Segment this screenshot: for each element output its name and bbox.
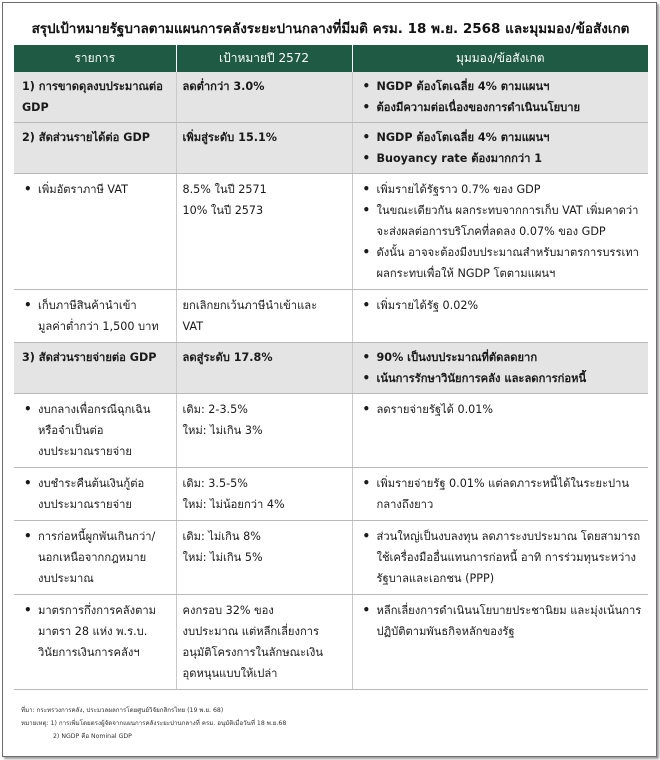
note-text: • ต้องมีความต่อเนื่องของการดำเนินนโยบาย	[376, 101, 581, 114]
target-text: ใหม่: ไม่น้อยกว่า 4%	[182, 498, 285, 511]
item-text: งบประมาณรายจ่าย	[38, 498, 132, 511]
target-text: ใหม่: ไม่เกิน 3%	[182, 424, 263, 437]
note-text: • 90% เป็นงบประมาณที่ตัดลดยาก	[376, 351, 538, 364]
footnote-note-2: 2) NGDP คือ Nominal GDP	[53, 733, 132, 740]
notes-list	[359, 347, 643, 389]
notes-cell	[352, 595, 648, 690]
notes-list	[359, 600, 643, 642]
header-target: เป้าหมายปี 2572	[176, 45, 352, 72]
note-text: • ดังนั้น อาจจะต้องมีงบประมาณสำหรับมาตรการบรรเทา	[376, 246, 639, 259]
notes-list	[359, 179, 643, 284]
item-text: • เก็บภาษีสินค้านำเข้า	[38, 299, 137, 312]
item-text: • การก่อหนี้ผูกพันเกินกว่า/	[38, 530, 156, 543]
target-text: ยกเลิกยกเว้นภาษีนำเข้าและ	[182, 299, 318, 312]
item-text: มาตรา 28 แห่ง พ.ร.บ.	[38, 625, 148, 638]
table-row	[14, 123, 648, 174]
notes-cell	[352, 72, 648, 123]
item-cell	[14, 468, 176, 521]
note-text: จะส่งผลต่อการบริโภคที่ลดลง 0.07% ของ GDP	[376, 225, 606, 238]
target-cell	[176, 595, 352, 690]
note-bullet	[359, 179, 643, 200]
item-bullet	[20, 399, 170, 462]
target-text: ลดต่ำกว่า 3.0%	[182, 80, 265, 93]
note-bullet	[359, 127, 643, 148]
target-text: อุดหนุนแบบให้เปล่า	[182, 667, 278, 680]
note-text: • NGDP ต้องโตเฉลี่ย 4% ตามแผนฯ	[376, 80, 550, 93]
note-bullet	[359, 97, 643, 118]
notes-list	[359, 473, 643, 515]
item-text: • งบชำระคืนต้นเงินกู้ต่อ	[38, 477, 145, 490]
item-bullet	[20, 295, 170, 337]
note-text: • ลดรายจ่ายรัฐได้ 0.01%	[376, 403, 494, 416]
target-cell	[176, 343, 352, 394]
item-cell	[14, 123, 176, 174]
target-text: คงกรอบ 32% ของ	[182, 604, 274, 617]
note-text: • เพิ่มรายจ่ายรัฐ 0.01% แต่ลดภาระหนี้ได้ในระยะปาน	[376, 477, 630, 490]
item-text: หรือจำเป็นต่อ	[38, 424, 104, 437]
summary-table	[14, 45, 648, 690]
notes-list	[359, 295, 643, 316]
target-text: 8.5% ในปี 2571	[182, 183, 267, 196]
target-text: เดิม: 3.5-5%	[182, 477, 248, 490]
item-text: GDP	[22, 101, 49, 114]
notes-cell	[352, 123, 648, 174]
note-bullet	[359, 526, 643, 589]
table-row	[14, 468, 648, 521]
table-header-row	[14, 45, 648, 72]
note-bullet	[359, 600, 643, 642]
table-row	[14, 343, 648, 394]
target-text: เดิม: 2-3.5%	[182, 403, 248, 416]
item-list	[20, 399, 170, 462]
item-text: นอกเหนือจากกฎหมาย	[38, 551, 147, 564]
notes-list	[359, 127, 643, 169]
note-text: • NGDP ต้องโตเฉลี่ย 4% ตามแผนฯ	[376, 131, 550, 144]
item-text: มูลค่าต่ำกว่า 1,500 บาท	[38, 320, 159, 333]
target-cell	[176, 174, 352, 290]
table-row	[14, 174, 648, 290]
note-text: รัฐบาลและเอกชน (PPP)	[376, 572, 495, 585]
item-list	[20, 473, 170, 515]
note-bullet	[359, 473, 643, 515]
notes-list	[359, 526, 643, 589]
item-cell	[14, 595, 176, 690]
note-text: • Buoyancy rate ต้องมากกว่า 1	[376, 152, 543, 165]
item-text: • เพิ่มอัตราภาษี VAT	[38, 183, 128, 196]
notes-list	[359, 76, 643, 118]
item-cell	[14, 72, 176, 123]
item-bullet	[20, 526, 170, 589]
footnote-note-1: หมายเหตุ: 1) การเพิ่มโดยตรงผู้จัดจากแผนการคลังระยะปานกลางที่ ครม. อนุมัติเมื่อวันที่ 18 พ.ย.68	[21, 720, 287, 727]
target-text: เพิ่มสู่ระดับ 15.1%	[182, 131, 277, 144]
footnote-source: ที่มา: กระทรวงการคลัง, ประมวลผลการโดยศูนย์วิจัยกสิกรไทย (19 พ.ย. 68)	[21, 707, 224, 714]
note-text: กลางถึงยาว	[376, 498, 434, 511]
note-text: • ในขณะเดียวกัน ผลกระทบจากการเก็บ VAT เพิ่มคาดว่า	[376, 204, 639, 217]
note-text: • เน้นการรักษาวินัยการคลัง และลดการก่อหนี้	[376, 372, 587, 385]
target-cell	[176, 468, 352, 521]
table-row	[14, 72, 648, 123]
table-row	[14, 394, 648, 468]
item-text: 2) สัดส่วนรายได้ต่อ GDP	[22, 131, 150, 144]
notes-cell	[352, 394, 648, 468]
item-cell	[14, 394, 176, 468]
table-row	[14, 290, 648, 343]
note-text: • เพิ่มรายได้รัฐราว 0.7% ของ GDP	[376, 183, 541, 196]
note-bullet	[359, 368, 643, 389]
item-text: 3) สัดส่วนรายจ่ายต่อ GDP	[22, 351, 157, 364]
header-notes: มุมมอง/ข้อสังเกต	[352, 45, 648, 72]
note-text: ผลกระทบเพื่อให้ NGDP โตตามแผนฯ	[376, 267, 556, 280]
item-text: งบประมาณรายจ่าย	[38, 445, 132, 458]
target-cell	[176, 72, 352, 123]
notes-list	[359, 399, 643, 420]
item-list	[20, 295, 170, 337]
item-text: งบประมาณ	[38, 572, 94, 585]
target-text: 10% ในปี 2573	[182, 204, 264, 217]
target-cell	[176, 521, 352, 595]
item-cell	[14, 290, 176, 343]
target-text: งบประมาณ แต่หลีกเลี่ยงการ	[182, 625, 320, 638]
table-row	[14, 595, 648, 690]
item-text: วินัยการเงินการคลังฯ	[38, 646, 140, 659]
notes-cell	[352, 174, 648, 290]
table-body	[14, 72, 648, 690]
note-bullet	[359, 200, 643, 242]
note-bullet	[359, 242, 643, 284]
target-text: เดิม: ไม่เกิน 8%	[182, 530, 261, 543]
target-text: VAT	[182, 320, 204, 333]
target-text: ใหม่: ไม่เกิน 5%	[182, 551, 263, 564]
item-list	[20, 526, 170, 589]
item-bullet	[20, 473, 170, 515]
item-text: • มาตรการกึ่งการคลังตาม	[38, 604, 157, 617]
note-bullet	[359, 347, 643, 368]
note-text: ปฏิบัติตามพันธกิจหลักของรัฐ	[376, 625, 515, 638]
target-text: อนุมัติโครงการในลักษณะเงิน	[182, 646, 323, 659]
note-text: • หลีกเลี่ยงการดำเนินนโยบายประชานิยม และมุ่งเน้นการ	[376, 604, 642, 617]
item-cell	[14, 343, 176, 394]
document-frame	[2, 2, 657, 757]
header-item: รายการ	[14, 45, 176, 72]
table-row	[14, 521, 648, 595]
note-text: • เพิ่มรายได้รัฐ 0.02%	[376, 299, 479, 312]
note-text: • ส่วนใหญ่เป็นงบลงทุน ลดภาระงบประมาณ โดยสามารถ	[376, 530, 641, 543]
item-text: 1) การขาดดุลงบประมาณต่อ	[22, 80, 163, 93]
item-bullet	[20, 179, 170, 200]
target-cell	[176, 394, 352, 468]
note-bullet	[359, 76, 643, 97]
note-text: ใช้เครื่องมืออื่นแทนการก่อหนี้ อาทิ การร่วมทุนระหว่าง	[376, 551, 636, 564]
target-cell	[176, 123, 352, 174]
item-cell	[14, 174, 176, 290]
item-list	[20, 179, 170, 200]
target-text: ลดสู่ระดับ 17.8%	[182, 351, 273, 364]
notes-cell	[352, 468, 648, 521]
note-bullet	[359, 295, 643, 316]
notes-cell	[352, 521, 648, 595]
note-bullet	[359, 148, 643, 169]
document-title: สรุปเป้าหมายรัฐบาลตามแผนการคลังระยะปานกลางที่มีมติ ครม. 18 พ.ย. 2568 และมุมมอง/ข้อสังเกต	[31, 21, 630, 37]
item-list	[20, 600, 170, 663]
item-text: • งบกลางเพื่อกรณีฉุกเฉิน	[38, 403, 151, 416]
notes-cell	[352, 343, 648, 394]
notes-cell	[352, 290, 648, 343]
item-bullet	[20, 600, 170, 663]
note-bullet	[359, 399, 643, 420]
target-cell	[176, 290, 352, 343]
item-cell	[14, 521, 176, 595]
